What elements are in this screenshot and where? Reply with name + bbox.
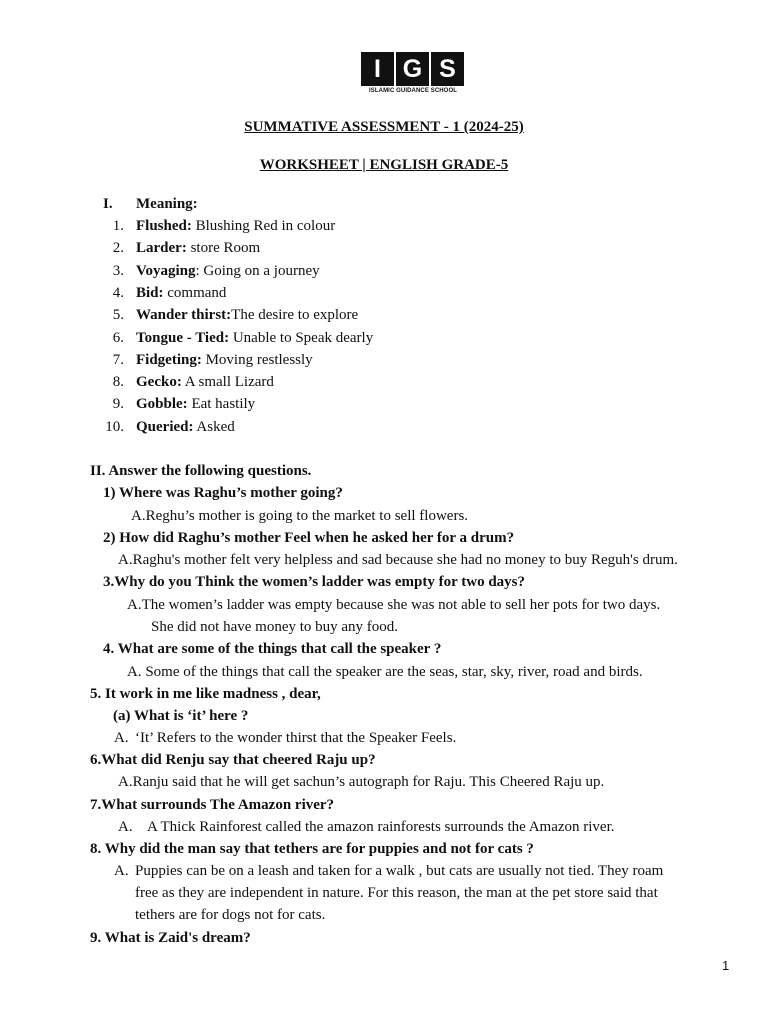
logo-letter: S bbox=[431, 52, 464, 86]
question: 1) Where was Raghu’s mother going? bbox=[103, 485, 343, 501]
section-heading: Meaning: bbox=[136, 196, 198, 212]
meaning-item bbox=[136, 306, 358, 324]
answer: A.Reghu’s mother is going to the market to sell flowers. bbox=[131, 508, 469, 524]
section-numeral: I. bbox=[103, 196, 113, 212]
meaning-term: Flushed: bbox=[136, 218, 192, 234]
answer: A.Ranju said that he will get sachun’s autograph for Raju. This Cheered Raju up. bbox=[118, 774, 605, 790]
meaning-item bbox=[136, 418, 235, 436]
meaning-number: 6. bbox=[112, 330, 124, 346]
answer-label: A. bbox=[114, 730, 129, 746]
meaning-number: 3. bbox=[112, 263, 124, 279]
meaning-item bbox=[136, 395, 255, 413]
meaning-term: Gecko: bbox=[136, 374, 182, 390]
meaning-term: Wander thirst: bbox=[136, 307, 232, 323]
answer: Puppies can be on a leash and taken for a walk , but cats are usually not tied. They roam bbox=[135, 863, 664, 879]
answer: A Thick Rainforest called the amazon rainforests surrounds the Amazon river. bbox=[147, 819, 615, 835]
meaning-item bbox=[136, 262, 320, 280]
meaning-term: Larder: bbox=[136, 240, 187, 256]
answer-continued: She did not have money to buy any food. bbox=[151, 619, 399, 635]
meaning-definition: Unable to Speak dearly bbox=[229, 330, 374, 346]
meaning-number: 1. bbox=[112, 218, 124, 234]
page-number: 1 bbox=[722, 958, 730, 973]
meaning-number: 4. bbox=[112, 285, 124, 301]
logo-letter: G bbox=[396, 52, 429, 86]
meaning-item bbox=[136, 217, 335, 235]
question: 4. What are some of the things that call the speaker ? bbox=[103, 641, 442, 657]
meaning-definition: Blushing Red in colour bbox=[191, 218, 336, 234]
meaning-term: Bid: bbox=[136, 285, 164, 301]
meaning-definition: Moving restlessly bbox=[201, 352, 313, 368]
meaning-item bbox=[136, 329, 373, 347]
answer: A.The women’s ladder was empty because she was not able to sell her pots for two days. bbox=[127, 597, 661, 613]
answer-continued: free as they are independent in nature. For this reason, the man at the pet store said that bbox=[135, 885, 658, 901]
meaning-definition: Asked bbox=[193, 419, 235, 435]
question: 3.Why do you Think the women’s ladder was empty for two days? bbox=[103, 574, 525, 590]
meaning-definition: store Room bbox=[186, 240, 261, 256]
document-subtitle: WORKSHEET | ENGLISH GRADE-5 bbox=[259, 157, 509, 173]
meaning-definition: A small Lizard bbox=[181, 374, 274, 390]
question: 8. Why did the man say that tethers are for puppies and not for cats ? bbox=[90, 841, 534, 857]
meaning-definition: The desire to explore bbox=[231, 307, 359, 323]
question: 5. It work in me like madness , dear, bbox=[90, 686, 321, 702]
logo-letter: I bbox=[361, 52, 394, 86]
question: 7.What surrounds The Amazon river? bbox=[90, 797, 335, 813]
meaning-term: Queried: bbox=[136, 419, 194, 435]
answer: ‘It’ Refers to the wonder thirst that the Speaker Feels. bbox=[135, 730, 457, 746]
meaning-item bbox=[136, 373, 274, 391]
document-title: SUMMATIVE ASSESSMENT - 1 (2024-25) bbox=[244, 119, 524, 135]
meaning-number: 9. bbox=[112, 396, 124, 412]
meaning-number: 10. bbox=[105, 419, 124, 435]
answer-continued: tethers are for dogs not for cats. bbox=[135, 907, 326, 923]
answer: A. Some of the things that call the speaker are the seas, star, sky, river, road and birds. bbox=[127, 664, 643, 680]
meaning-number: 5. bbox=[112, 307, 124, 323]
meaning-number: 7. bbox=[112, 352, 124, 368]
meaning-term: Voyaging bbox=[136, 263, 196, 279]
sub-question: (a) What is ‘it’ here ? bbox=[113, 708, 249, 724]
meaning-item bbox=[136, 284, 226, 302]
section-heading: II. Answer the following questions. bbox=[90, 463, 312, 479]
meaning-definition: command bbox=[163, 285, 227, 301]
meaning-item bbox=[136, 351, 313, 369]
meaning-number: 2. bbox=[112, 240, 124, 256]
meaning-item bbox=[136, 239, 260, 257]
answer: A.Raghu's mother felt very helpless and sad because she had no money to buy Reguh's drum. bbox=[118, 552, 678, 568]
answer-label: A. bbox=[114, 863, 129, 879]
meaning-term: Fidgeting: bbox=[136, 352, 202, 368]
answer-label: A. bbox=[118, 819, 133, 835]
logo-school-name: ISLAMIC GUIDANCE SCHOOL bbox=[369, 88, 457, 94]
meaning-number: 8. bbox=[112, 374, 124, 390]
school-logo bbox=[361, 52, 465, 98]
question: 6.What did Renju say that cheered Raju up? bbox=[90, 752, 376, 768]
question: 2) How did Raghu’s mother Feel when he asked her for a drum? bbox=[103, 530, 515, 546]
question: 9. What is Zaid's dream? bbox=[90, 930, 251, 946]
meaning-term: Tongue - Tied: bbox=[136, 330, 230, 346]
meaning-definition: : Going on a journey bbox=[195, 263, 320, 279]
meaning-term: Gobble: bbox=[136, 396, 188, 412]
meaning-definition: Eat hastily bbox=[187, 396, 256, 412]
